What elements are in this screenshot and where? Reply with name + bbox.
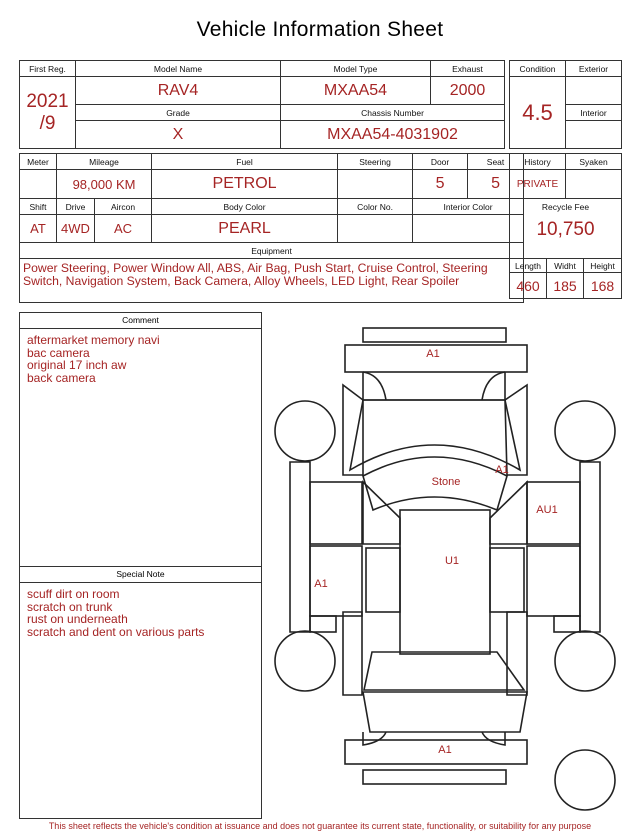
body-color-value: PEARL bbox=[152, 215, 338, 243]
special-note-list bbox=[20, 583, 261, 638]
recycle-fee-value: 10,750 bbox=[510, 215, 622, 259]
damage-mark-rear: A1 bbox=[438, 744, 452, 756]
mileage-value: 98,000 KM bbox=[57, 170, 152, 199]
taillight-right bbox=[482, 732, 505, 745]
spec-table bbox=[19, 153, 524, 303]
front-bumper bbox=[363, 328, 506, 342]
color-no-value bbox=[338, 215, 413, 243]
first-reg-month: /9 bbox=[39, 112, 56, 134]
recycle-fee-label: Recycle Fee bbox=[510, 199, 622, 215]
comment-line: original 17 inch aw bbox=[27, 358, 127, 372]
rear-quarter-right bbox=[507, 612, 527, 695]
model-type-value: MXAA54 bbox=[281, 77, 431, 105]
hood bbox=[350, 400, 520, 470]
fuel-value: PETROL bbox=[152, 170, 338, 199]
width-value: 185 bbox=[547, 273, 584, 299]
special-note-line: scratch and dent on various parts bbox=[27, 624, 205, 639]
width-label: Widht bbox=[547, 259, 584, 273]
grade-value: X bbox=[76, 121, 281, 149]
roof bbox=[400, 510, 490, 654]
aircon-value: AC bbox=[95, 215, 152, 243]
comment-line: back camera bbox=[27, 370, 96, 385]
wheel-rear-left bbox=[275, 631, 335, 691]
mileage-label: Mileage bbox=[57, 154, 152, 170]
body-color-label: Body Color bbox=[152, 199, 338, 215]
special-note-line: scratch on trunk bbox=[27, 599, 113, 614]
equipment-value: Power Steering, Power Window All, ABS, Air Bag, Push Start, Cruise Control, Steering Switch, Navigation System, Back Camera, Alloy Wheels, LED Light, Rear Spoiler bbox=[20, 259, 524, 303]
damage-mark-left-side: A1 bbox=[314, 578, 328, 590]
comment-line: bac camera bbox=[27, 345, 90, 360]
exhaust-label: Exhaust bbox=[431, 61, 505, 77]
headlight-left bbox=[363, 372, 386, 400]
window-rear-left bbox=[366, 548, 400, 612]
comment-line: aftermarket memory navi bbox=[27, 333, 160, 347]
damage-mark-hood-stone: Stone bbox=[431, 476, 461, 488]
window-front-left bbox=[363, 482, 400, 544]
damage-mark-front: A1 bbox=[426, 348, 440, 360]
special-note-label: Special Note bbox=[20, 567, 261, 583]
condition-value: 4.5 bbox=[510, 77, 566, 149]
shift-value: AT bbox=[20, 215, 57, 243]
length-value: 460 bbox=[510, 273, 547, 299]
history-label: History bbox=[510, 154, 566, 170]
special-note-line: scuff dirt on room bbox=[27, 587, 120, 601]
drive-label: Drive bbox=[57, 199, 95, 215]
first-reg-value bbox=[20, 77, 76, 149]
body-outline-right bbox=[580, 462, 600, 632]
car-damage-diagram bbox=[270, 322, 622, 820]
grade-label: Grade bbox=[76, 105, 281, 121]
model-type-label: Model Type bbox=[281, 61, 431, 77]
meter-label: Meter bbox=[20, 154, 57, 170]
exhaust-value: 2000 bbox=[431, 77, 505, 105]
wheel-front-left bbox=[275, 401, 335, 461]
fender-right-front bbox=[505, 385, 527, 475]
equipment-label: Equipment bbox=[20, 243, 524, 259]
wheel-rear-right bbox=[555, 631, 615, 691]
special-note-line: rust on underneath bbox=[27, 612, 128, 626]
interior-label: Interior bbox=[566, 105, 622, 121]
comment-box bbox=[19, 312, 262, 567]
model-info-table bbox=[19, 60, 505, 149]
syaken-label: Syaken bbox=[566, 154, 622, 170]
door-rear-right bbox=[527, 546, 580, 616]
door-label: Door bbox=[413, 154, 468, 170]
body-outline-left bbox=[290, 462, 310, 632]
special-note-box bbox=[19, 566, 262, 819]
first-reg-label: First Reg. bbox=[20, 61, 76, 77]
history-table bbox=[509, 153, 622, 299]
color-no-label: Color No. bbox=[338, 199, 413, 215]
side-sill-left bbox=[310, 616, 336, 632]
taillight-left bbox=[363, 732, 386, 745]
chassis-value: MXAA54-4031902 bbox=[281, 121, 505, 149]
damage-mark-right-side: AU1 bbox=[536, 504, 558, 516]
steering-value bbox=[338, 170, 413, 199]
meter-value bbox=[20, 170, 57, 199]
syaken-value bbox=[566, 170, 622, 199]
exterior-value bbox=[566, 77, 622, 105]
fuel-label: Fuel bbox=[152, 154, 338, 170]
model-name-label: Model Name bbox=[76, 61, 281, 77]
damage-mark-hood-right: A1 bbox=[495, 464, 509, 476]
aircon-label: Aircon bbox=[95, 199, 152, 215]
interior-color-value bbox=[413, 215, 524, 243]
trunk bbox=[363, 692, 527, 732]
height-label: Height bbox=[584, 259, 622, 273]
history-value: PRIVATE bbox=[510, 170, 566, 199]
window-rear-right bbox=[490, 548, 524, 612]
height-value: 168 bbox=[584, 273, 622, 299]
steering-label: Steering bbox=[338, 154, 413, 170]
door-front-left bbox=[310, 482, 362, 544]
headlight-right bbox=[482, 372, 505, 400]
side-sill-right bbox=[554, 616, 580, 632]
disclaimer-footer: This sheet reflects the vehicle's condition at issuance and does not guarantee its current state, functionality, or suitability for any purpose bbox=[48, 821, 592, 831]
condition-table bbox=[509, 60, 622, 149]
seat-value: 5 bbox=[468, 170, 524, 199]
first-reg-year: 2021 bbox=[26, 90, 69, 112]
window-front-right bbox=[490, 482, 527, 544]
condition-label: Condition bbox=[510, 61, 566, 77]
door-value: 5 bbox=[413, 170, 468, 199]
rear-quarter-left bbox=[343, 612, 362, 695]
chassis-label: Chassis Number bbox=[281, 105, 505, 121]
front-body bbox=[363, 372, 505, 400]
damage-mark-roof: U1 bbox=[444, 555, 460, 567]
wheel-front-right bbox=[555, 401, 615, 461]
model-name-value: RAV4 bbox=[76, 77, 281, 105]
rear-bumper bbox=[363, 770, 506, 784]
seat-label: Seat bbox=[468, 154, 524, 170]
spare-wheel bbox=[555, 750, 615, 810]
shift-label: Shift bbox=[20, 199, 57, 215]
interior-color-label: Interior Color bbox=[413, 199, 524, 215]
rear-window bbox=[364, 652, 524, 690]
drive-value: 4WD bbox=[57, 215, 95, 243]
page-title: Vehicle Information Sheet bbox=[196, 18, 444, 41]
interior-value bbox=[566, 121, 622, 149]
fender-left-front bbox=[343, 385, 363, 475]
comment-list bbox=[20, 329, 261, 384]
length-label: Length bbox=[510, 259, 547, 273]
comment-label: Comment bbox=[20, 313, 261, 329]
exterior-label: Exterior bbox=[566, 61, 622, 77]
